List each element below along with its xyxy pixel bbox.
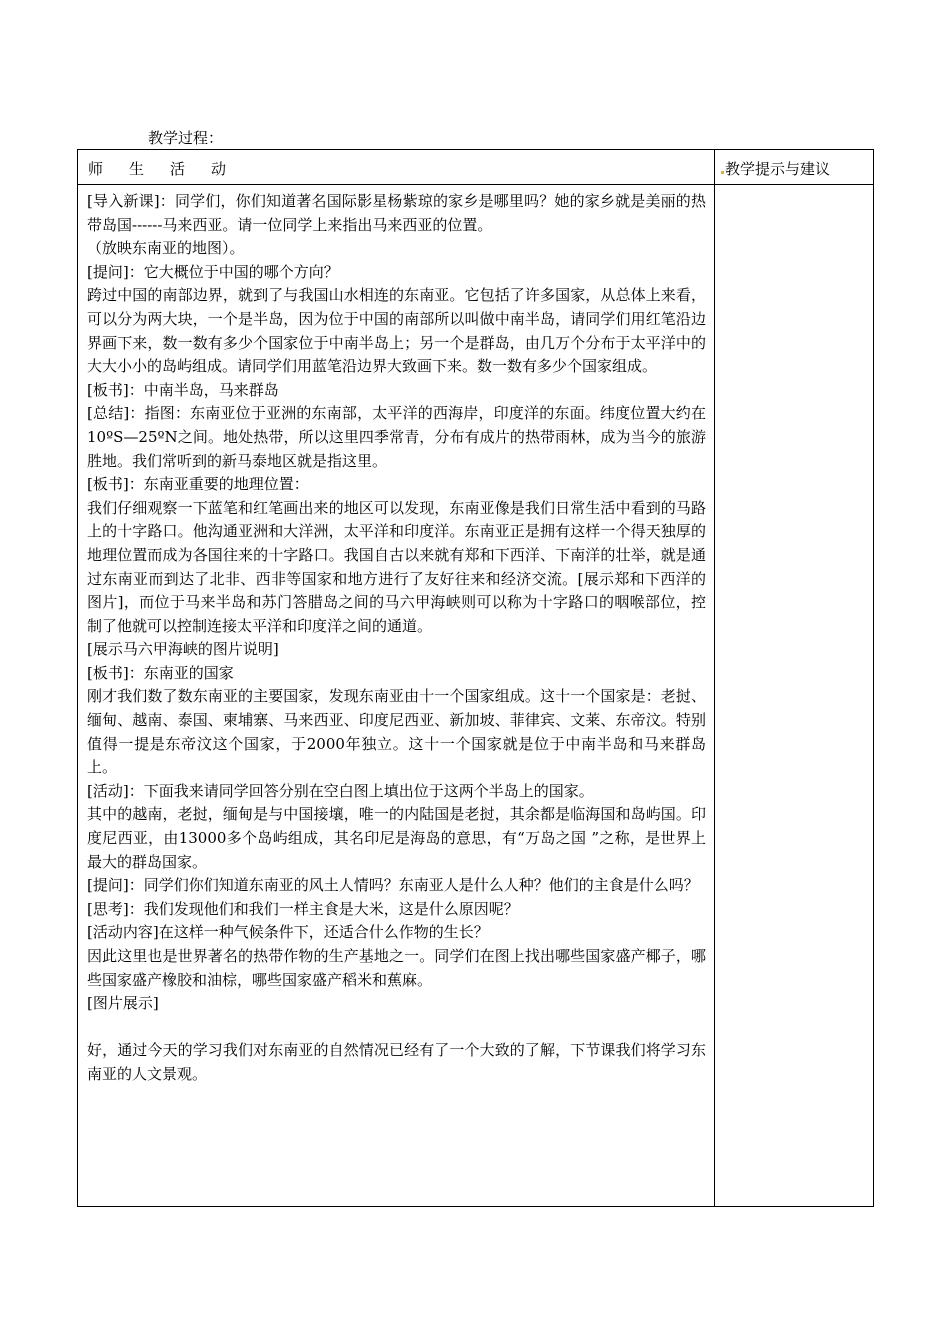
paragraph-summary: [总结]：指图：东南亚位于亚洲的东南部，太平洋的西海岸，印度洋的东面。纬度位置大约在10ºS—25ºN之间。地处热带，所以这里四季常青，分布有成片的热带雨林，成为当今的旅游胜地。我们常听到的新马泰地区就是指这里。 <box>87 404 706 470</box>
table-body-row <box>78 185 874 1207</box>
paragraph-question-direction: [提问]：它大概位于中国的哪个方向？ <box>87 262 339 281</box>
header-char: 动 <box>211 160 227 178</box>
paragraph-board-location: [板书]：东南亚重要的地理位置： <box>87 475 309 494</box>
paragraph-activity-fill: [活动]：下面我来请同学回答分别在空白图上填出位于这两个半岛上的国家。 <box>87 781 594 800</box>
paragraph-intro: [导入新课]：同学们，你们知道著名国际影星杨紫琼的家乡是哪里吗？她的家乡就是美丽的热带岛国------马来西亚。请一位同学上来指出马来西亚的位置。 <box>87 192 706 234</box>
paragraph-pictures: [图片展示] <box>87 994 159 1013</box>
paragraph-map: （放映东南亚的地图）。 <box>87 239 245 258</box>
paragraph-think: [思考]：我们发现他们和我们一样主食是大米，这是什么原因呢？ <box>87 899 519 918</box>
notes-cell <box>715 185 874 1207</box>
paragraph-closing: 好，通过今天的学习我们对东南亚的自然情况已经有了一个大致的了解，下节课我们将学习东南亚的人文景观。 <box>87 1041 706 1083</box>
paragraph-malacca: [展示马六甲海峡的图片说明] <box>87 640 279 659</box>
paragraph-board-countries: [板书]：东南亚的国家 <box>87 663 234 682</box>
header-char: 师 <box>88 160 104 178</box>
table-header-row <box>78 150 874 185</box>
header-notes <box>715 150 874 185</box>
paragraph-regions: 跨过中国的南部边界，就到了与我国山水相连的东南亚。它包括了许多国家，从总体上来看，可以分为两大块，一个是半岛，因为位于中国的南部所以叫做中南半岛，请同学们用红笔沿边界画下来，数一数有多少个国家位于中南半岛上；另一个是群岛，由几万个分布于太平洋中的大大小小的岛屿组成。请同学们用蓝笔沿边界大致画下来。数一数有多少个国家组成。 <box>87 286 706 376</box>
page-heading: 教学过程： <box>148 129 224 147</box>
paragraph-board-regions: [板书]：中南半岛，马来群岛 <box>87 380 279 399</box>
lesson-table <box>77 149 874 1207</box>
header-char: 活 <box>170 160 186 178</box>
paragraph-blank <box>87 1016 706 1040</box>
paragraph-question-customs: [提问]：同学们你们知道东南亚的风土人情吗？东南亚人是什么人种？他们的主食是什么吗？ <box>87 876 699 895</box>
paragraph-crossroads: 我们仔细观察一下蓝笔和红笔画出来的地区可以发现，东南亚像是我们日常生活中看到的马路上的十字路口。他沟通亚洲和大洋洲，太平洋和印度洋。东南亚正是拥有这样一个得天独厚的地理位置而成为各国往来的十字路口。我国自古以来就有郑和下西洋、下南洋的壮举，就是通过东南亚而到达了北非、西非等国家和地方进行了友好往来和经济交流。[展示郑和下西洋的图片]，而位于马来半岛和苏门答腊岛之间的马六甲海峡则可以称为十字路口的咽喉部位，控制了他就可以控制连接太平洋和印度洋之间的通道。 <box>87 498 706 635</box>
paragraph-countries: 刚才我们数了数东南亚的主要国家，发现东南亚由十一个国家组成。这十一个国家是：老挝、缅甸、越南、泰国、柬埔寨、马来西亚、印度尼西亚、新加坡、菲律宾、文莱、东帝汶。特别值得一提是东帝汶这个国家，于2000年独立。这十一个国家就是位于中南半岛和马来群岛上。 <box>87 687 706 777</box>
header-activity <box>78 150 715 185</box>
margin-mark-icon <box>721 171 724 174</box>
paragraph-activity-crops: [活动内容]在这样一种气候条件下，还适合什么作物的生长？ <box>87 923 489 942</box>
header-notes-label: 教学提示与建议 <box>725 160 831 178</box>
activity-cell <box>78 185 715 1207</box>
paragraph-crops: 因此这里也是世界著名的热带作物的生产基地之一。同学们在图上找出哪些国家盛产椰子，哪些国家盛产橡胶和油棕，哪些国家盛产稻米和蕉麻。 <box>87 947 706 989</box>
header-char: 生 <box>129 160 145 178</box>
paragraph-neighbors: 其中的越南，老挝，缅甸是与中国接壤，唯一的内陆国是老挝，其余都是临海国和岛屿国。印度尼西亚，由13000多个岛屿组成，其名印尼是海岛的意思，有“万岛之国 ”之称，是世界上最大的群岛国家。 <box>87 805 706 871</box>
